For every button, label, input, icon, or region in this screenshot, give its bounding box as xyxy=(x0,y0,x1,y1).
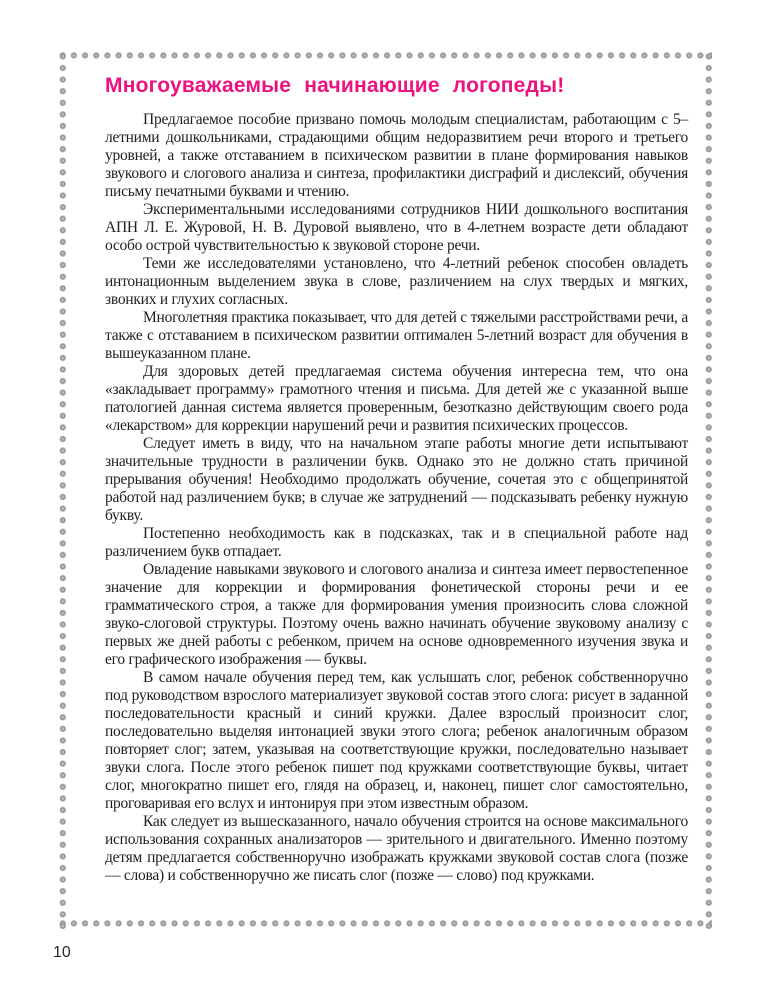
paragraph: Теми же исследователями установлено, что 4-летний ребенок способен овладеть интонационным выделением звука в слове, различением на слух твердых и мягких, звонких и глухих согласных. xyxy=(105,255,688,308)
paragraph: Предлагаемое пособие призвано помочь молодым специалистам, работающим с 5–летними дошкольниками, страдающими общим недоразвитием речи второго и третьего уровней, а также отставанием в психическом развитии в плане формирования навыков звукового и слогового анализа и синтеза, профилактики дисграфий и дислексий, обучения письму печатными буквами и чтению. xyxy=(105,111,688,200)
paragraph: Для здоровых детей предлагаемая система обучения интересна тем, что она «закладывает программу» грамотного чтения и письма. Для детей же с указанной выше патологией данная система является проверенным, безотказно действующим своего рода «лекарством» для коррекции нарушений речи и развития психических процессов. xyxy=(105,363,688,434)
paragraph: В самом начале обучения перед тем, как услышать слог, ребенок собственноручно под руководством взрослого материализует звуковой состав этого слога: рисует в заданной последовательности красный и синий кружки. Далее взрослый произносит слог, последовательно выделяя интонацией звуки этого слога; ребенок аналогичным образом повторяет слог; затем, указывая на соответствующие кружки, последовательно называет звуки слога. После этого ребенок пишет под кружками соответствующие буквы, читает слог, многократно пишет его, глядя на образец, и, наконец, пишет слог самостоятельно, проговаривая его вслух и интонируя при этом известным образом. xyxy=(105,669,688,812)
dotted-border-left xyxy=(59,52,68,929)
paragraph: Многолетняя практика показывает, что для детей с тяжелыми расстройствами речи, а также с отставанием в психическом развитии оптимален 5-летний возраст для обучения в вышеуказанном плане. xyxy=(105,309,688,362)
paragraph: Следует иметь в виду, что на начальном этапе работы многие дети испытывают значительные трудности в различении букв. Однако это не должно стать причиной прерывания обучения! Необходимо продолжать обучение, сочетая это с общепринятой работой над различением букв; в случае же затруднений — подсказывать ребенку нужную букву. xyxy=(105,435,688,524)
paragraph: Экспериментальными исследованиями сотрудников НИИ дошкольного воспитания АПН Л. Е. Журовой, Н. В. Дуровой выявлено, что в 4-летнем возрасте дети обладают особо острой чувствительностью к звуковой стороне речи. xyxy=(105,201,688,254)
article-body xyxy=(105,111,688,885)
page-title: Многоуважаемые начинающие логопеды! xyxy=(105,74,565,97)
dotted-border-right xyxy=(705,52,714,929)
paragraph: Постепенно необходимость как в подсказках, так и в специальной работе над различением букв отпадает. xyxy=(105,525,688,560)
page-content xyxy=(105,74,688,885)
dotted-border-bottom xyxy=(58,920,712,929)
page-number: 10 xyxy=(53,944,71,961)
paragraph: Как следует из вышесказанного, начало обучения строится на основе максимального использования сохранных анализаторов — зрительного и двигательного. Именно поэтому детям предлагается собственноручно изображать кружками звуковой состав слога (позже — слова) и собственноручно же писать слог (позже — слово) под кружками. xyxy=(105,813,688,884)
paragraph: Овладение навыками звукового и слогового анализа и синтеза имеет первостепенное значение для коррекции и формирования фонетической стороны речи и ее грамматического строя, а также для формирования умения произносить слова сложной звуко-слоговой структуры. Поэтому очень важно начинать обучение звуковому анализу с первых же дней работы с ребенком, причем на основе одновременного изучения звука и его графического изображения — буквы. xyxy=(105,561,688,668)
dotted-border-top xyxy=(58,52,712,61)
